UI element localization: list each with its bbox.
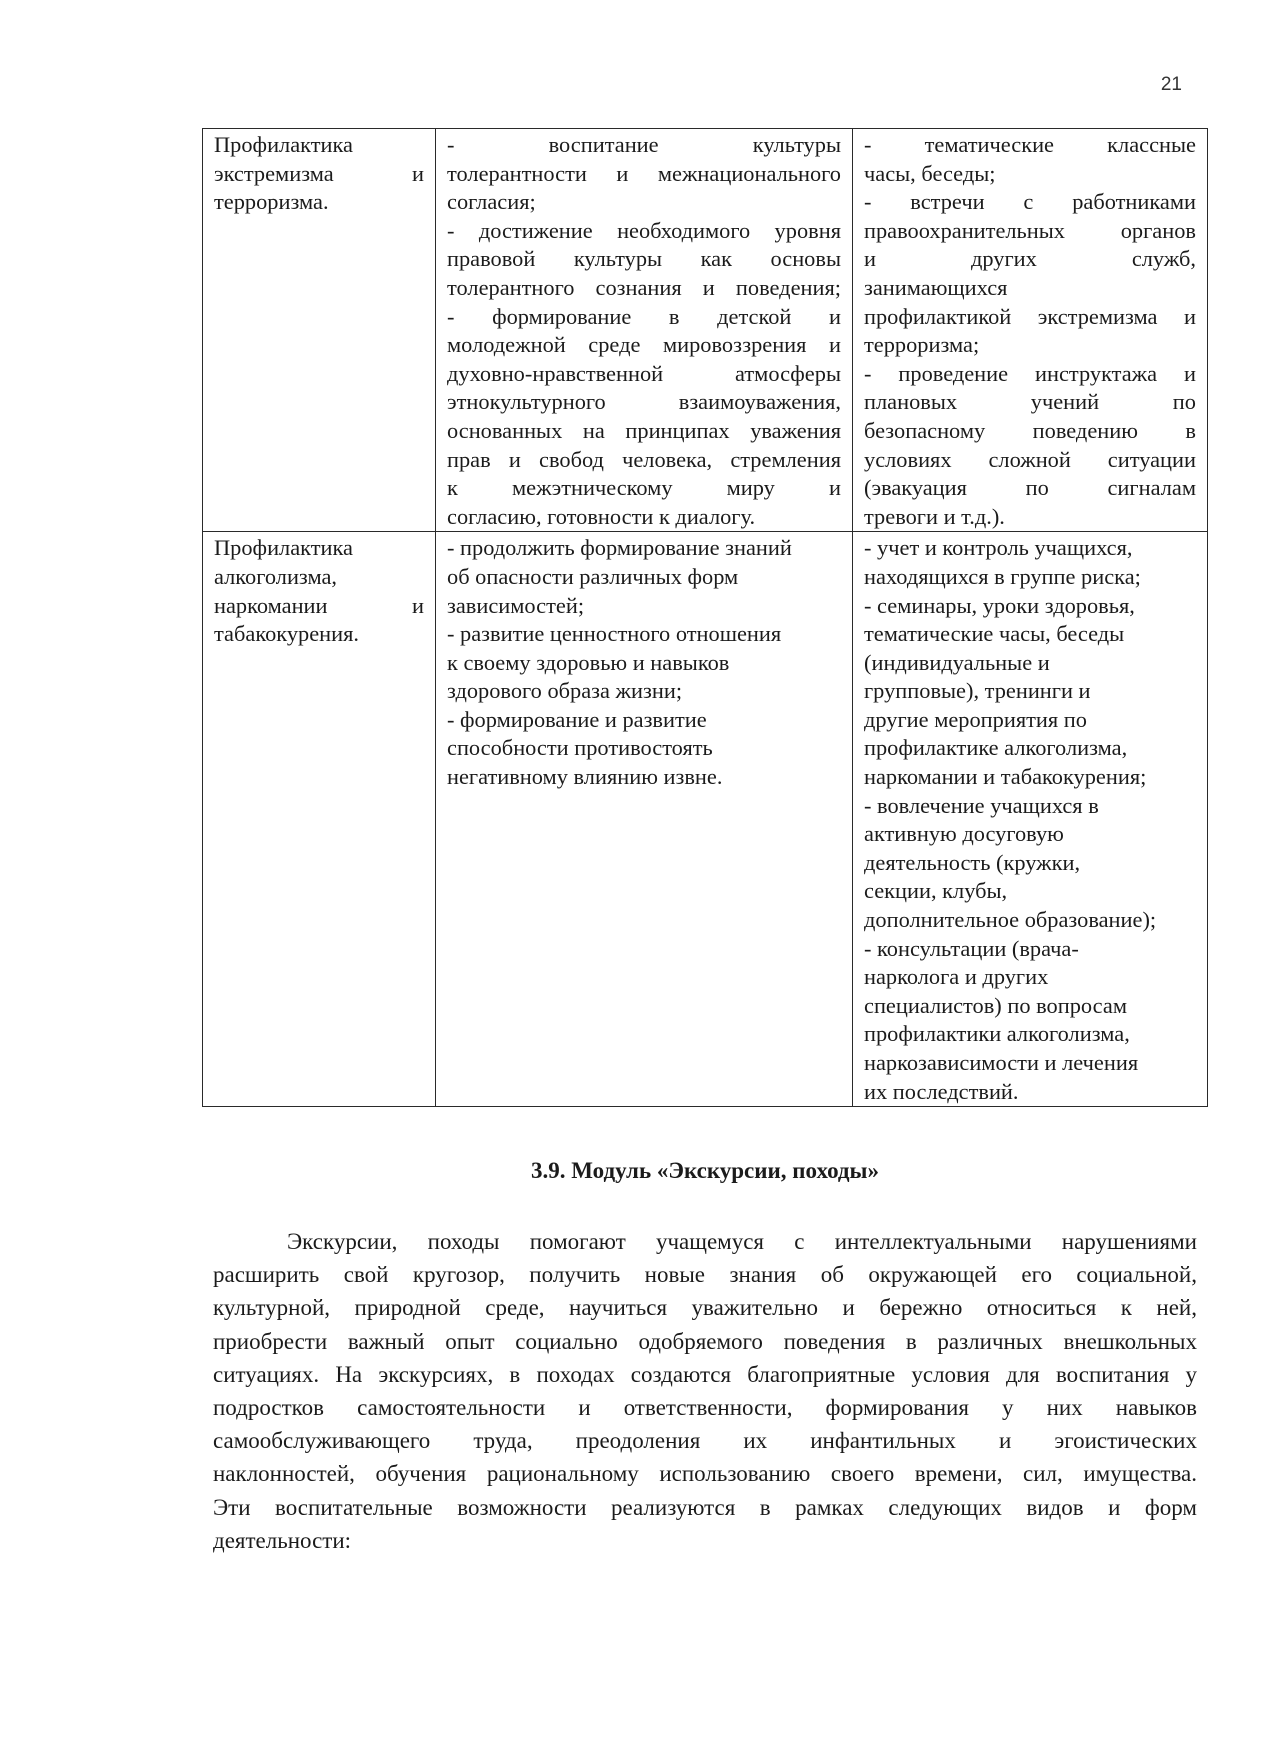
cell-line: согласию, готовности к диалогу.: [447, 503, 756, 529]
cell-line: - достижение необходимого уровня: [447, 217, 841, 243]
cell-line: наркомании и: [214, 592, 424, 618]
cell-line: профилактике алкоголизма,: [864, 735, 1128, 761]
cell-line: наркозависимости и лечения: [864, 1050, 1139, 1075]
table-row: [203, 532, 1208, 1107]
activities-cell: [853, 129, 1208, 532]
cell-line: (эвакуация по сигналам: [864, 475, 1196, 501]
cell-line: наркомании и табакокурения;: [864, 764, 1147, 790]
paragraph-line: деятельности:: [213, 1527, 352, 1553]
cell-line: об опасности различных форм: [447, 563, 739, 589]
cell-line: секции, клубы,: [864, 878, 1008, 904]
paragraph-line: подростков самостоятельности и ответственности, формирования у них навыков: [213, 1395, 1197, 1421]
cell-line: терроризма.: [214, 189, 329, 215]
cell-line: профилактикой экстремизма и: [864, 303, 1196, 329]
cell-line: (индивидуальные и: [864, 649, 1050, 675]
body-paragraph: [213, 1225, 1197, 1557]
prevention-table: [202, 128, 1208, 1107]
cell-line: - встречи с работниками: [864, 189, 1196, 215]
cell-line: дополнительное образование);: [864, 907, 1157, 933]
cell-line: прав и свобод человека, стремления: [447, 446, 841, 472]
paragraph-line: самообслуживающего труда, преодоления их инфантильных и эгоистических: [213, 1428, 1197, 1454]
table-row: [203, 129, 1208, 532]
cell-line: духовно-нравственной атмосферы: [447, 360, 841, 386]
cell-line: здорового образа жизни;: [447, 678, 683, 704]
topic-cell: [203, 532, 436, 1107]
cell-line: их последствий.: [864, 1078, 1019, 1104]
cell-line: занимающихся: [864, 274, 1008, 300]
cell-line: тематические часы, беседы: [864, 621, 1125, 647]
cell-line: терроризма;: [864, 332, 980, 358]
cell-line: тревоги и т.д.).: [864, 503, 1005, 529]
cell-line: зависимостей;: [447, 592, 585, 618]
cell-line: правовой культуры как основы: [447, 246, 841, 272]
cell-line: этнокультурного взаимоуважения,: [447, 389, 841, 415]
cell-line: часы, беседы;: [864, 160, 996, 186]
cell-line: другие мероприятия по: [864, 706, 1087, 732]
cell-line: табакокурения.: [214, 621, 360, 647]
cell-line: молодежной среде мировоззрения и: [447, 332, 841, 358]
cell-line: плановых учений по: [864, 389, 1196, 415]
goals-cell: [436, 532, 853, 1107]
paragraph-line: Экскурсии, походы помогают учащемуся с интеллектуальными нарушениями: [287, 1229, 1197, 1254]
cell-line: основанных на принципах уважения: [447, 417, 841, 443]
cell-line: правоохранительных органов: [864, 217, 1196, 243]
cell-line: негативному влиянию извне.: [447, 764, 723, 790]
cell-line: групповые), тренинги и: [864, 678, 1091, 704]
cell-line: Профилактика: [214, 132, 353, 157]
cell-line: способности противостоять: [447, 735, 713, 761]
cell-line: Профилактика: [214, 535, 353, 561]
paragraph-line: ситуациях. На экскурсиях, в походах создаются благоприятные условия для воспитания у: [213, 1361, 1197, 1387]
cell-line: толерантности и межнационального: [447, 160, 841, 186]
cell-line: активную досуговую: [864, 821, 1064, 847]
cell-line: деятельность (кружки,: [864, 849, 1081, 875]
goals-cell: [436, 129, 853, 532]
paragraph-line: культурной, природной среде, научиться уважительно и бережно относиться к ней,: [213, 1295, 1197, 1321]
cell-line: - учет и контроль учащихся,: [864, 535, 1133, 561]
cell-line: - развитие ценностного отношения: [447, 621, 782, 647]
cell-line: к своему здоровью и навыков: [447, 649, 730, 675]
cell-line: - продолжить формирование знаний: [447, 535, 792, 561]
cell-line: к межэтническому миру и: [447, 475, 841, 501]
cell-line: - формирование и развитие: [447, 706, 707, 732]
cell-line: нарколога и других: [864, 964, 1049, 990]
cell-line: экстремизма и: [214, 160, 424, 186]
cell-line: - консультации (врача-: [864, 935, 1079, 961]
cell-line: профилактики алкоголизма,: [864, 1021, 1130, 1047]
cell-line: - формирование в детской и: [447, 303, 841, 329]
cell-line: согласия;: [447, 189, 536, 215]
cell-line: безопасному поведению в: [864, 417, 1196, 443]
paragraph-line: наклонностей, обучения рациональному использованию своего времени, сил, имущества.: [213, 1461, 1197, 1487]
cell-line: - тематические классные: [864, 132, 1196, 157]
topic-cell: [203, 129, 436, 532]
cell-line: - вовлечение учащихся в: [864, 792, 1099, 818]
cell-line: - воспитание культуры: [447, 132, 841, 157]
cell-line: толерантного сознания и поведения;: [447, 274, 841, 300]
paragraph-line: Эти воспитательные возможности реализуются в рамках следующих видов и форм: [213, 1494, 1197, 1520]
section-heading: 3.9. Модуль «Экскурсии, походы»: [530, 1158, 880, 1183]
paragraph-line: приобрести важный опыт социально одобряемого поведения в различных внешкольных: [213, 1328, 1197, 1354]
activities-cell: [853, 532, 1208, 1107]
cell-line: специалистов) по вопросам: [864, 992, 1128, 1018]
cell-line: - семинары, уроки здоровья,: [864, 592, 1135, 618]
paragraph-line: расширить свой кругозор, получить новые знания об окружающей его социальной,: [213, 1262, 1197, 1288]
cell-line: условиях сложной ситуации: [864, 446, 1196, 472]
cell-line: - проведение инструктажа и: [864, 360, 1196, 386]
page-number: 21: [1160, 74, 1182, 95]
cell-line: находящихся в группе риска;: [864, 563, 1141, 589]
cell-line: и других служб,: [864, 246, 1196, 272]
cell-line: алкоголизма,: [214, 563, 338, 589]
